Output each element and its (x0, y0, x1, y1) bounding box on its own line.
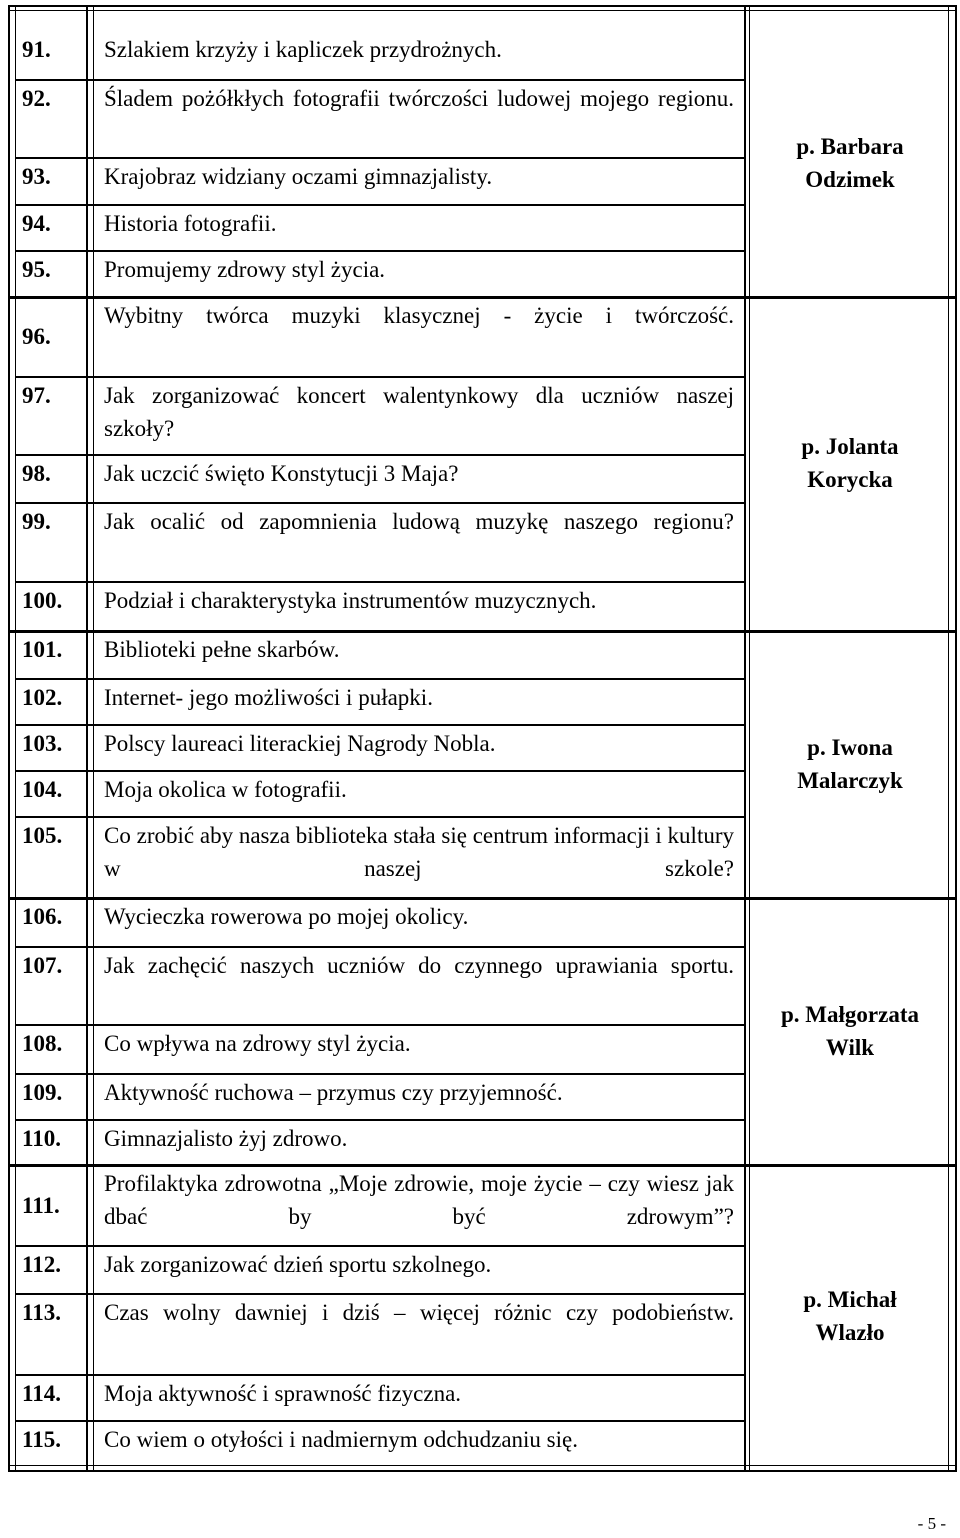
topic-number: 101. (22, 637, 63, 662)
topic-number: 112. (22, 1252, 61, 1277)
row-separator (15, 79, 746, 81)
table-border-top (8, 5, 957, 7)
row-separator (15, 816, 746, 818)
topic-text: Internet- jego możliwości i pułapki. (104, 685, 433, 710)
topic-number: 104. (22, 777, 63, 802)
teacher-name (752, 430, 948, 496)
row-separator (15, 1374, 746, 1376)
topic-number: 113. (22, 1300, 61, 1325)
row-separator (15, 1119, 746, 1121)
topic-text: Szlakiem krzyży i kapliczek przydrożnych. (104, 37, 502, 62)
topic-text: Jak zachęcić naszych uczniów do czynnego uprawiania sportu. (104, 953, 734, 978)
teacher-name-line-1: p. Iwona (807, 734, 893, 760)
table-border-bottom (8, 1470, 957, 1472)
teacher-name (752, 130, 948, 196)
table-border-bottom-inner (8, 1465, 957, 1466)
row-separator (15, 454, 746, 456)
teacher-name-line-1: p. Małgorzata (781, 1001, 919, 1027)
topic-text: Co wiem o otyłości i nadmiernym odchudzaniu się. (104, 1427, 578, 1452)
row-separator (15, 1073, 746, 1075)
topic-text: Wybitny twórca muzyki klasycznej - życie i twórczość. (104, 303, 734, 328)
teacher-name-line-2: Malarczyk (797, 767, 903, 793)
topic-number: 100. (22, 588, 63, 613)
topic-text: Jak ocalić od zapomnienia ludową muzykę naszego regionu? (104, 509, 734, 534)
topic-number: 99. (22, 509, 51, 534)
row-separator (15, 1420, 746, 1422)
topic-number: 111. (22, 1192, 60, 1218)
topic-number: 109. (22, 1080, 63, 1105)
teacher-name-line-1: p. Michał (803, 1287, 897, 1312)
column-divider-number-inner (93, 5, 94, 1470)
topic-text: Jak zorganizować koncert walentynkowy dla uczniów naszej szkoły? (104, 383, 734, 441)
table-border-top-inner (8, 10, 957, 11)
topic-number: 98. (22, 461, 51, 486)
topic-text: Polscy laureaci literackiej Nagrody Nobla. (104, 731, 496, 756)
topic-text: Aktywność ruchowa – przymus czy przyjemność. (104, 1080, 563, 1105)
row-separator (15, 678, 746, 680)
row-separator (15, 581, 746, 583)
topic-number: 97. (22, 383, 51, 408)
topic-text: Historia fotografii. (104, 211, 277, 236)
column-divider-teacher (744, 5, 746, 1470)
topic-number: 107. (22, 953, 63, 978)
topic-number: 108. (22, 1031, 63, 1056)
topic-text: Krajobraz widziany oczami gimnazjalisty. (104, 164, 493, 189)
teacher-name-line-2: Wlazło (815, 1320, 885, 1345)
topic-number: 95. (22, 257, 51, 282)
teacher-name-line-2: Korycka (807, 467, 893, 492)
row-separator (15, 770, 746, 772)
topic-text: Czas wolny dawniej i dziś – więcej różnic czy podobieństw. (104, 1300, 734, 1325)
table-border-right-outer (955, 5, 957, 1470)
row-separator (15, 204, 746, 206)
topic-text: Jak uczcić święto Konstytucji 3 Maja? (104, 461, 459, 486)
page-number: - 5 - (917, 1514, 946, 1533)
topic-number: 94. (22, 211, 51, 236)
row-separator (15, 502, 746, 504)
topic-number: 91. (22, 37, 51, 62)
topic-number: 103. (22, 731, 63, 756)
table-border-left-inner (15, 5, 16, 1470)
topic-number: 105. (22, 823, 63, 848)
topic-text: Wycieczka rowerowa po mojej okolicy. (104, 904, 469, 929)
row-separator (15, 724, 746, 726)
topic-text: Co zrobić aby nasza biblioteka stała się centrum informacji i kultury w naszej szkole? (104, 823, 734, 881)
topic-number: 106. (22, 904, 63, 929)
topic-number: 114. (22, 1381, 61, 1406)
table-border-left-outer (8, 5, 10, 1470)
topic-text: Co wpływa na zdrowy styl życia. (104, 1031, 411, 1056)
column-divider-teacher-inner (749, 5, 750, 1470)
row-separator (15, 1293, 746, 1295)
row-separator (15, 946, 746, 948)
table-border-right-inner (948, 5, 949, 1470)
row-separator (15, 1024, 746, 1026)
teacher-name-line-1: p. Barbara (796, 134, 904, 159)
row-separator (15, 1245, 746, 1247)
topic-text: Śladem pożółkłych fotografii twórczości ludowej mojego regionu. (104, 86, 734, 111)
teacher-name (752, 998, 948, 1064)
topic-text: Promujemy zdrowy styl życia. (104, 257, 386, 282)
teacher-name (752, 1283, 948, 1349)
topic-text: Gimnazjalisto żyj zdrowo. (104, 1126, 348, 1151)
topic-number: 115. (22, 1427, 61, 1452)
topic-number: 102. (22, 685, 63, 710)
teacher-name-line-2: Wilk (825, 1034, 875, 1060)
row-separator (15, 157, 746, 159)
topic-text: Moja aktywność i sprawność fizyczna. (104, 1381, 462, 1406)
topic-number: 93. (22, 164, 51, 189)
teacher-name (752, 731, 948, 797)
topic-text: Profilaktyka zdrowotna „Moje zdrowie, moje życie – czy wiesz jak dbać by być zdrowym”? (104, 1171, 734, 1229)
teacher-name-line-2: Odzimek (805, 167, 895, 192)
teacher-name-line-1: p. Jolanta (801, 434, 899, 459)
row-separator (15, 250, 746, 252)
topic-text: Jak zorganizować dzień sportu szkolnego. (104, 1252, 492, 1277)
topic-number: 92. (22, 86, 51, 111)
topic-number: 110. (22, 1126, 61, 1151)
topic-text: Moja okolica w fotografii. (104, 777, 347, 802)
topic-number: 96. (22, 324, 51, 349)
topic-text: Podział i charakterystyka instrumentów muzycznych. (104, 588, 597, 613)
topic-text: Biblioteki pełne skarbów. (104, 637, 340, 662)
row-separator (15, 376, 746, 378)
